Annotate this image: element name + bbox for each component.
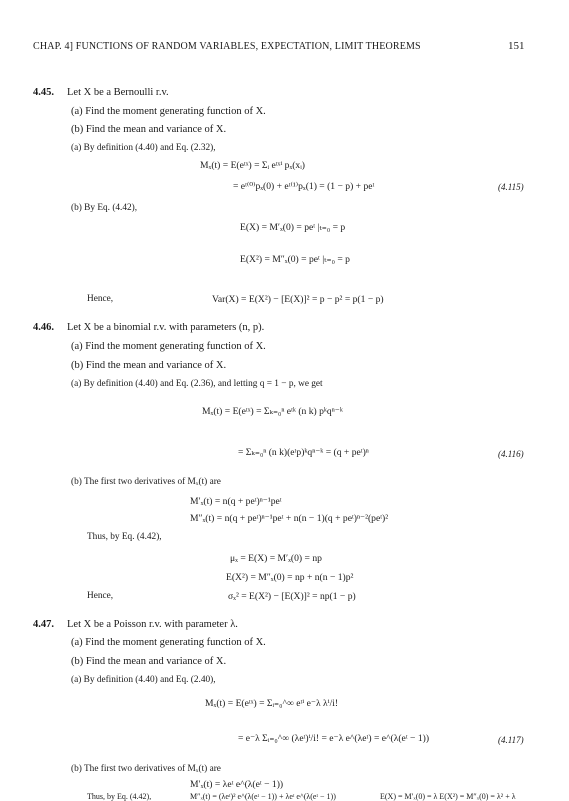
problem-part-b: (b) Find the mean and variance of X. <box>71 360 227 371</box>
problem-part-b: (b) Find the mean and variance of X. <box>71 656 227 667</box>
solution-line: (a) By definition (4.40) and Eq. (2.32), <box>71 143 216 153</box>
equation-number: (4.117) <box>498 735 524 745</box>
equation-line: Mₓ(t) = E(eᵗˣ) = Σᵢ₌₀^∞ eᵗⁱ e⁻λ λⁱ/i! <box>205 698 339 709</box>
problem-statement: Let X be a Bernoulli r.v. <box>67 87 169 98</box>
equation-line: E(X²) = M″ₓ(0) = np + n(n − 1)p² <box>226 572 354 583</box>
equation-line: M′ₓ(t) = n(q + peᵗ)ⁿ⁻¹peᵗ <box>190 496 282 507</box>
solution-line: (b) The first two derivatives of Mₓ(t) are <box>71 477 221 487</box>
solution-line: (b) The first two derivatives of Mₓ(t) are <box>71 764 221 774</box>
equation-line: M″ₓ(t) = (λeᵗ)² e^(λ(eᵗ − 1)) + λeᵗ e^(λ(eᵗ − 1)) <box>190 792 336 801</box>
solution-line: Hence, <box>87 294 114 304</box>
equation-line: μₓ = E(X) = M′ₓ(0) = np <box>230 553 322 564</box>
equation-line: E(X) = M′ₓ(0) = peᵗ |ₜ₌₀ = p <box>240 222 346 233</box>
equation-line: Mₓ(t) = E(eᵗˣ) = Σᵢ eᵗˣⁱ pₓ(xᵢ) <box>200 160 305 171</box>
problem-part-a: (a) Find the moment generating function of X. <box>71 637 266 648</box>
problem-statement: Let X be a binomial r.v. with parameters (n, p). <box>67 322 265 333</box>
equation-line: = eᵗ⁽⁰⁾pₓ(0) + eᵗ⁽¹⁾pₓ(1) = (1 − p) + peᵗ <box>233 181 375 192</box>
solution-line: (a) By definition (4.40) and Eq. (2.40), <box>71 675 216 685</box>
page-number: 151 <box>508 40 525 52</box>
problem-part-a: (a) Find the moment generating function of X. <box>71 341 266 352</box>
equation-line: M″ₓ(t) = n(q + peᵗ)ⁿ⁻¹peᵗ + n(n − 1)(q + peᵗ)ⁿ⁻²(peᵗ)² <box>190 513 389 524</box>
solution-line: Thus, by Eq. (4.42), <box>87 532 162 542</box>
solution-line: Thus, by Eq. (4.42), <box>87 792 152 801</box>
solution-line: (b) By Eq. (4.42), <box>71 203 138 213</box>
equation-number: (4.115) <box>498 182 524 192</box>
equation-line: E(X) = M′ₓ(0) = λ E(X²) = M″ₓ(0) = λ² + λ <box>380 792 516 801</box>
equation-line: = e⁻λ Σᵢ₌₀^∞ (λeᵗ)ⁱ/i! = e⁻λ e^(λeᵗ) = e^(λ(eᵗ − 1)) <box>238 733 430 744</box>
equation-number: (4.116) <box>498 449 524 459</box>
equation-line: M′ₓ(t) = λeᵗ e^(λ(eᵗ − 1)) <box>190 779 284 790</box>
problem-statement: Let X be a Poisson r.v. with parameter λ. <box>67 619 238 630</box>
equation-line: σₓ² = E(X²) − [E(X)]² = np(1 − p) <box>228 591 356 602</box>
problem-number: 4.45. <box>33 87 54 98</box>
equation-line: E(X²) = M″ₓ(0) = peᵗ |ₜ₌₀ = p <box>240 254 350 265</box>
equation-line: Var(X) = E(X²) − [E(X)]² = p − p² = p(1 − p) <box>212 294 384 305</box>
equation-line: Mₓ(t) = E(eᵗˣ) = Σₖ₌₀ⁿ eᵗᵏ (n k) pᵏqⁿ⁻ᵏ <box>202 406 343 417</box>
equation-line: = Σₖ₌₀ⁿ (n k)(eᵗp)ᵏqⁿ⁻ᵏ = (q + peᵗ)ⁿ <box>238 447 369 458</box>
solution-line: Hence, <box>87 591 114 601</box>
solution-line: (a) By definition (4.40) and Eq. (2.36), and letting q = 1 − p, we get <box>71 379 323 389</box>
problem-part-b: (b) Find the mean and variance of X. <box>71 124 227 135</box>
problem-part-a: (a) Find the moment generating function of X. <box>71 106 266 117</box>
problem-number: 4.47. <box>33 619 54 630</box>
problem-number: 4.46. <box>33 322 54 333</box>
running-header: CHAP. 4] FUNCTIONS OF RANDOM VARIABLES, EXPECTATION, LIMIT THEOREMS <box>33 41 421 52</box>
